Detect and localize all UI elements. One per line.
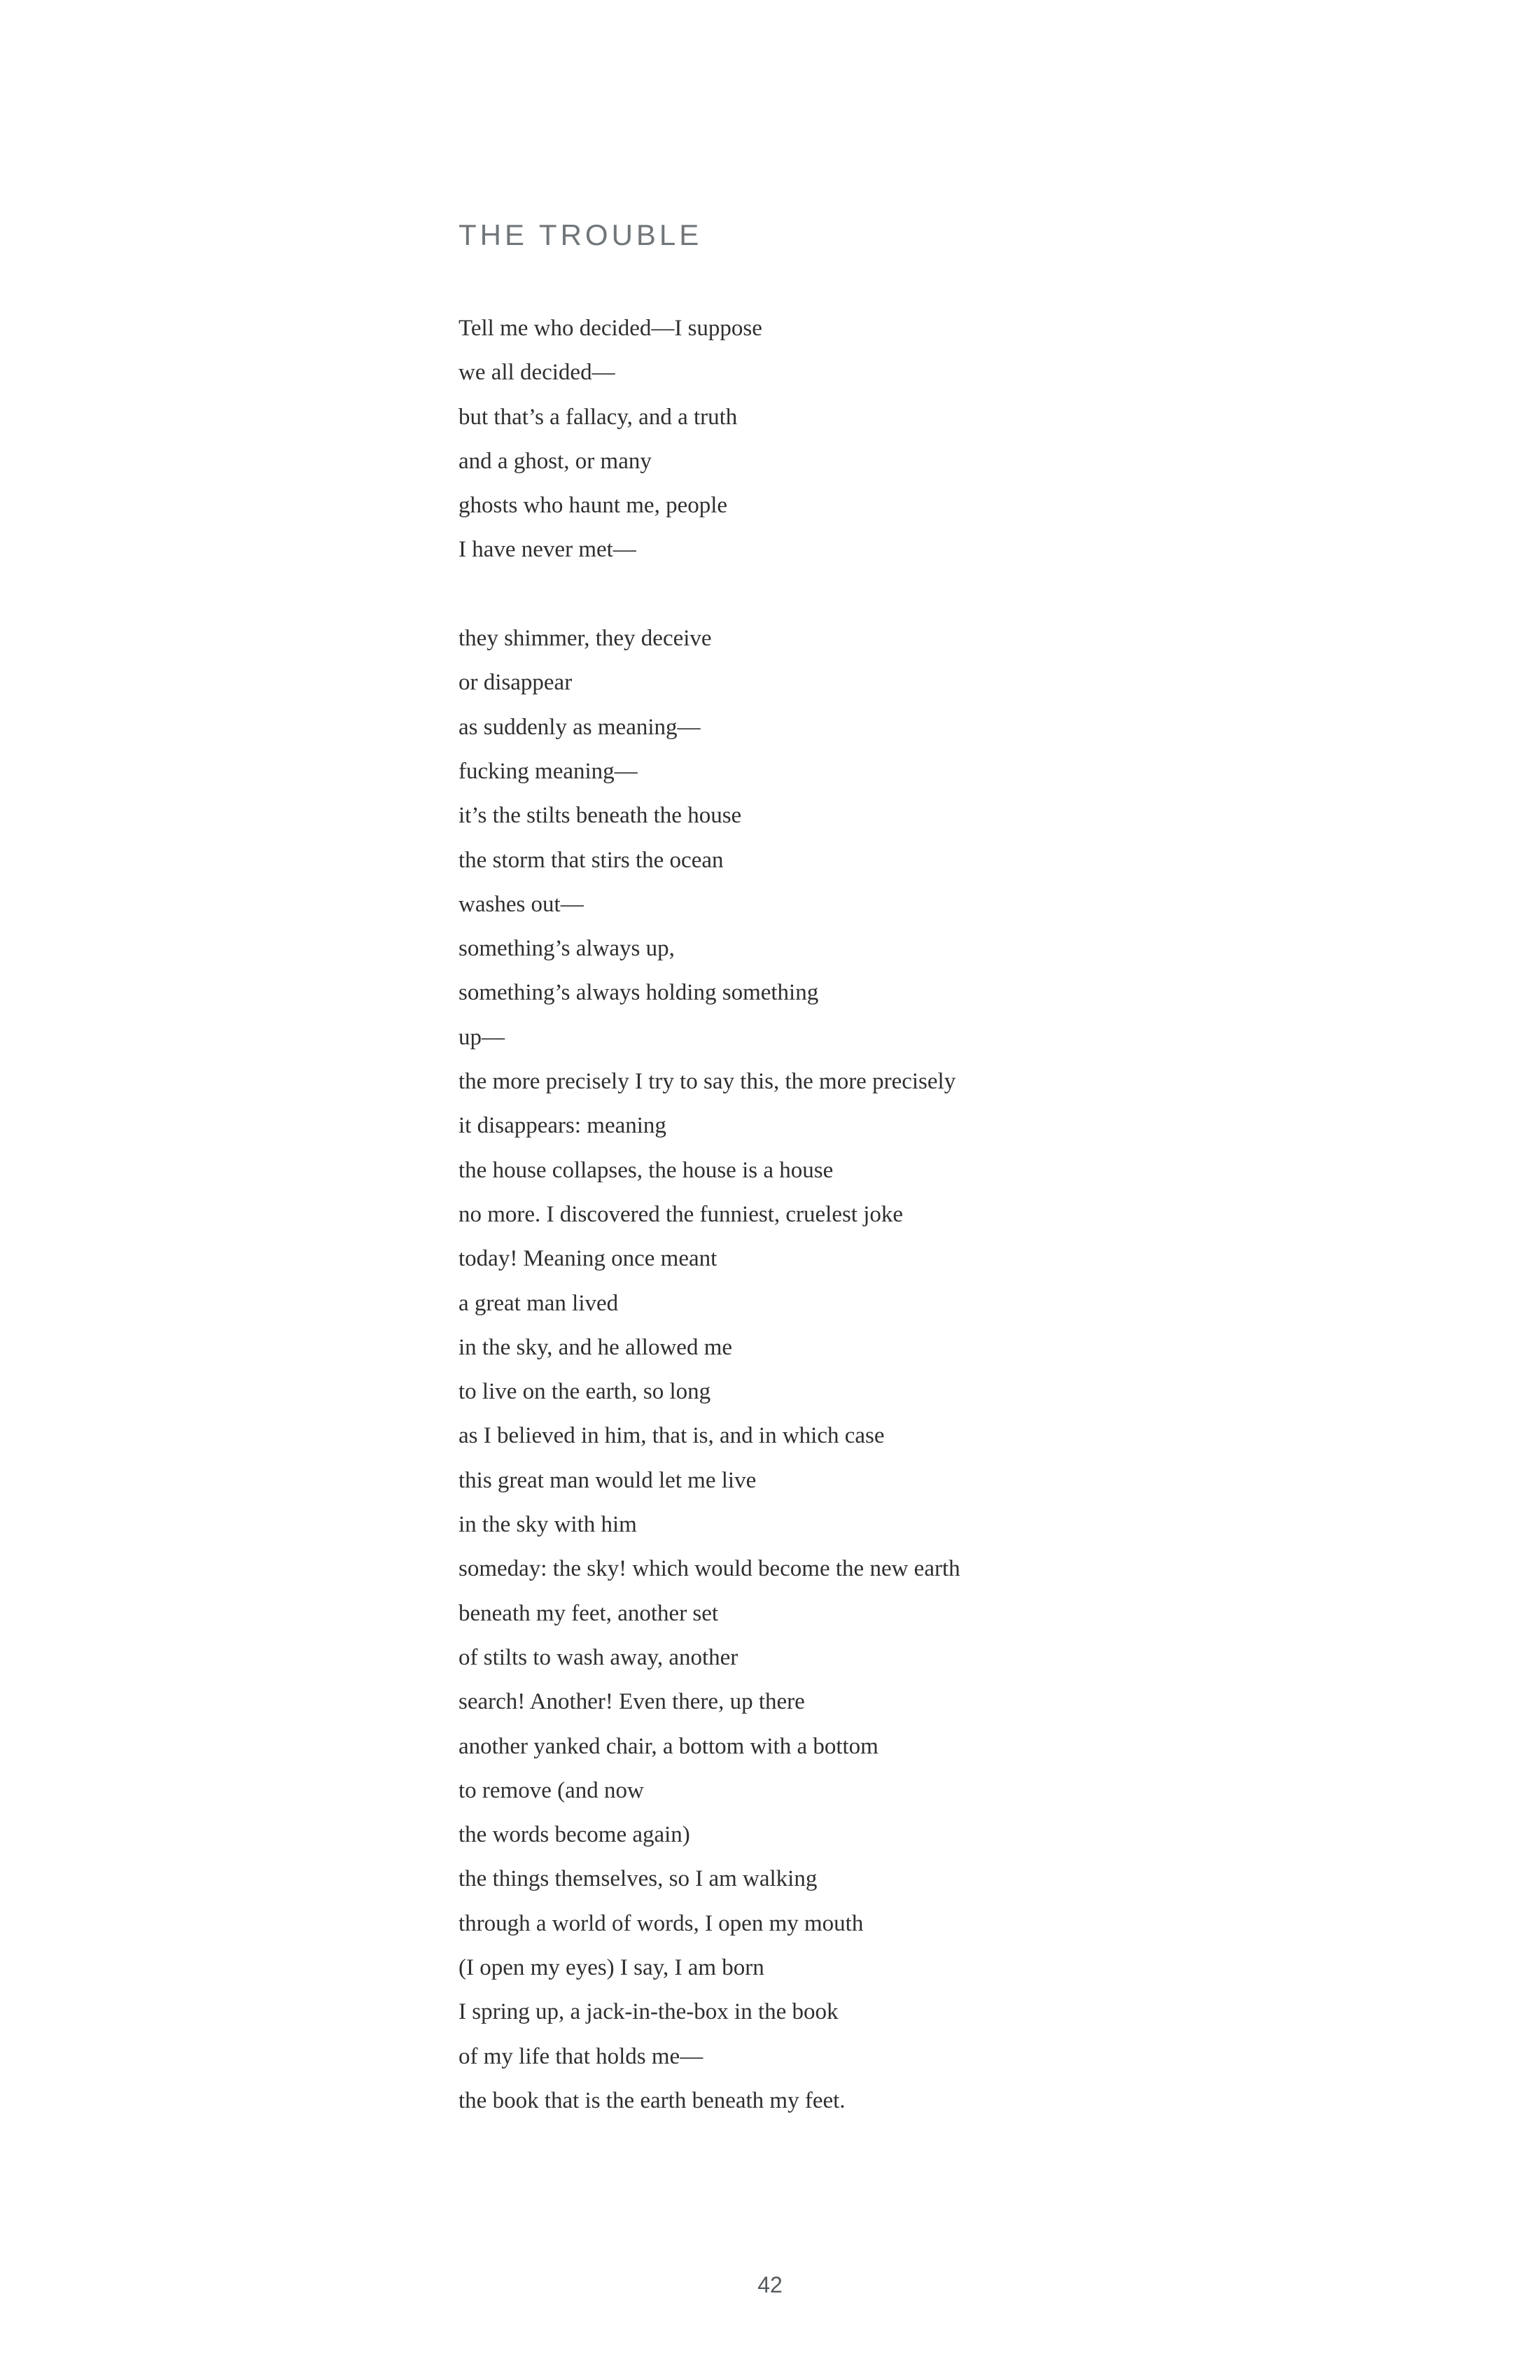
poem-line: in the sky with him	[458, 1512, 637, 1538]
poem-line: the things themselves, so I am walking	[458, 1866, 818, 1892]
poem-line: of my life that holds me—	[458, 2043, 704, 2069]
poem-line: we all decided—	[458, 360, 615, 386]
poem-line: washes out—	[458, 891, 584, 917]
poem-line: to remove (and now	[458, 1777, 644, 1803]
poem-line: Tell me who decided—I suppose	[458, 316, 762, 341]
poem-line: I have never met—	[458, 537, 636, 563]
poem-line: another yanked chair, a bottom with a bottom	[458, 1733, 878, 1759]
poem-line: it disappears: meaning	[458, 1113, 666, 1139]
stanza	[458, 307, 1368, 573]
poem-line: as suddenly as meaning—	[458, 714, 701, 740]
poem-line: search! Another! Even there, up there	[458, 1689, 805, 1715]
poem-line: something’s always up,	[458, 936, 675, 962]
poem-line: fucking meaning—	[458, 758, 638, 784]
poem-body	[458, 307, 1368, 2123]
poem-line: up—	[458, 1024, 505, 1050]
poem-line: but that’s a fallacy, and a truth	[458, 404, 738, 430]
poem-line: the storm that stirs the ocean	[458, 847, 724, 873]
poem-line: through a world of words, I open my mouth	[458, 1910, 864, 1936]
poem-line: I spring up, a jack-in-the-box in the book	[458, 1999, 839, 2025]
poem-line: today! Meaning once meant	[458, 1246, 718, 1272]
poem-line: (I open my eyes) I say, I am born	[458, 1954, 764, 1980]
poem-line: in the sky, and he allowed me	[458, 1334, 733, 1360]
poem-line: of stilts to wash away, another	[458, 1644, 738, 1670]
poem-line: it’s the stilts beneath the house	[458, 803, 742, 829]
poem-line: they shimmer, they deceive	[458, 626, 712, 652]
poem-line: the house collapses, the house is a house	[458, 1157, 834, 1183]
poem-line: the words become again)	[458, 1822, 690, 1848]
stanza	[458, 617, 1368, 2123]
poem-line: to live on the earth, so long	[458, 1379, 711, 1405]
poem-line: ghosts who haunt me, people	[458, 493, 728, 519]
poem-line: someday: the sky! which would become the new earth	[458, 1556, 960, 1582]
poem-title: THE TROUBLE	[458, 218, 703, 251]
poem-line: the more precisely I try to say this, the more precisely	[458, 1069, 956, 1095]
poem-line: the book that is the earth beneath my feet.	[458, 2087, 846, 2113]
poem-line: beneath my feet, another set	[458, 1600, 719, 1626]
poem-line: as I believed in him, that is, and in which case	[458, 1423, 885, 1449]
poem-line: and a ghost, or many	[458, 448, 652, 474]
poem-line: this great man would let me live	[458, 1467, 757, 1493]
poem-line: a great man lived	[458, 1290, 619, 1316]
page-number: 42	[757, 2272, 783, 2297]
poem-line: something’s always holding something	[458, 980, 819, 1006]
poem-line: no more. I discovered the funniest, cruelest joke	[458, 1201, 904, 1227]
poem-line: or disappear	[458, 670, 573, 696]
